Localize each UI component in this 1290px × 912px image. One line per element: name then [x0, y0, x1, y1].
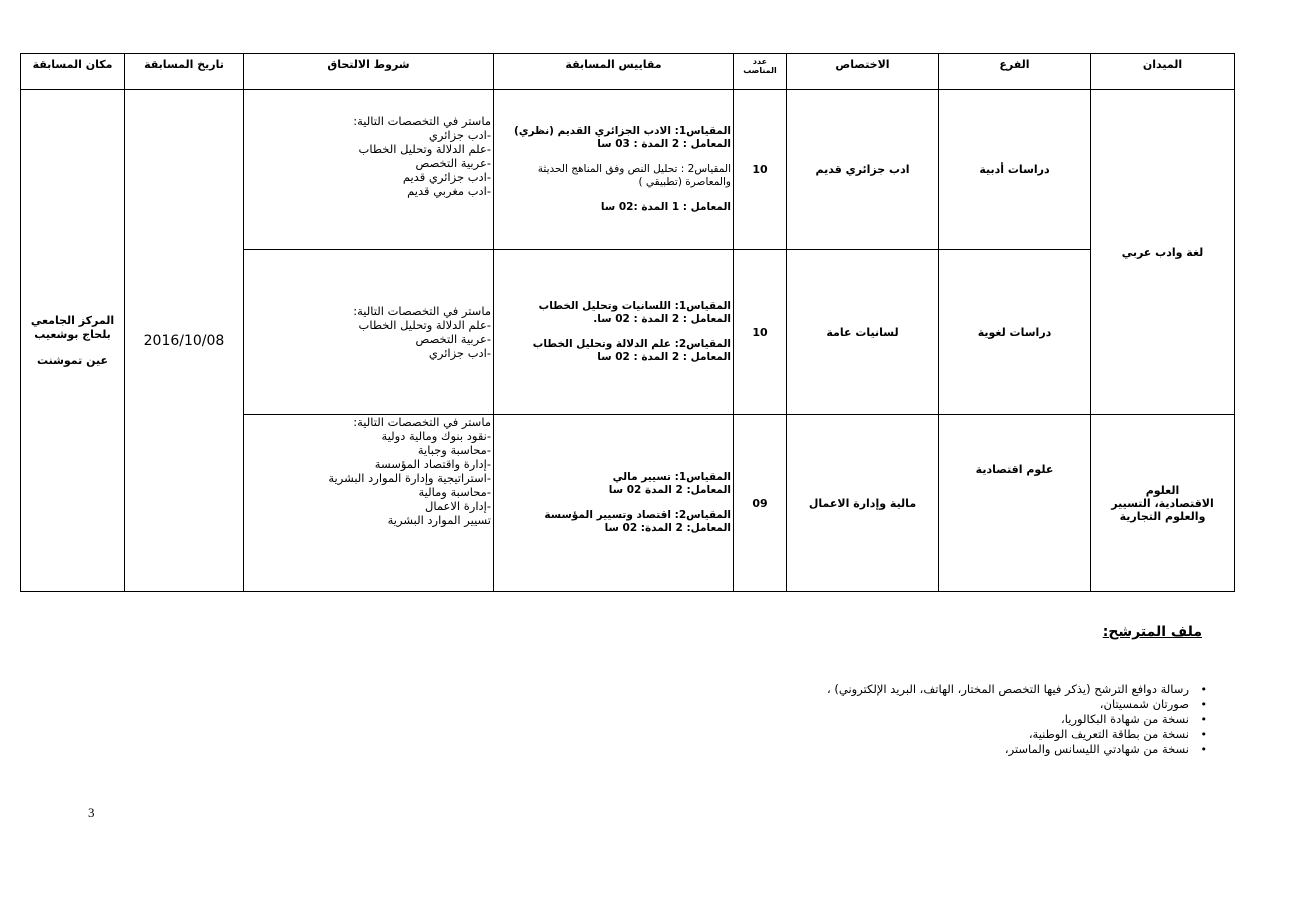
exams-cell: [494, 90, 734, 250]
exam1-coef: المعامل : 2 المدة : 03 سا: [597, 138, 731, 150]
condition-item: -عربية التخصص: [415, 156, 491, 170]
exam2-coef: المعامل : 2 المدة : 02 سا: [597, 351, 731, 363]
condition-item: -إدارة الاعمال: [424, 499, 491, 513]
condition-item: -علم الدلالة وتحليل الخطاب: [358, 142, 491, 156]
header-row: [21, 54, 1235, 90]
branch-cell: دراسات لغوية: [939, 250, 1091, 415]
exams-cell: [494, 415, 734, 592]
exam2-label: المقياس2: علم الدلالة وتحليل الخطاب: [532, 338, 731, 350]
positions-cell: 10: [734, 90, 787, 250]
exam2-coef: المعامل : 1 المدة :02 سا: [600, 201, 731, 213]
list-item: • رسالة دوافع الترشح (يذكر فيها التخصص المختار، الهاتف، البريد الإلكتروني) ،: [827, 682, 1189, 697]
header-exams: مقاييس المسابقة: [494, 54, 734, 90]
conditions-cell: [244, 90, 494, 250]
date-cell: 2016/10/08: [125, 90, 244, 592]
exam1-coef: المعامل: 2 المدة 02 سا: [608, 484, 731, 496]
conditions-cell: [244, 415, 494, 592]
header-conditions: شروط الالتحاق: [244, 54, 494, 90]
branch-cell: علوم اقتصادية: [939, 415, 1091, 592]
condition-item: -نقود بنوك ومالية دولية: [381, 429, 491, 443]
field-cell-arabic: لغة وادب عربي: [1091, 90, 1235, 415]
header-date: تاريخ المسابقة: [125, 54, 244, 90]
condition-item: -إدارة واقتصاد المؤسسة: [374, 457, 491, 471]
header-specialty: الاختصاص: [787, 54, 939, 90]
list-item: • صورتان شمسيتان،: [827, 697, 1189, 712]
conditions-title: ماستر في التخصصات التالية:: [353, 415, 491, 429]
specialty-cell: لسانيات عامة: [787, 250, 939, 415]
header-place: مكان المسابقة: [21, 54, 125, 90]
exam1-coef: المعامل : 2 المدة : 02 سا.: [593, 313, 731, 325]
condition-item: -ادب مغربي قديم: [407, 184, 491, 198]
exam2-label: المقياس2: اقتصاد وتسيير المؤسسة: [544, 509, 731, 521]
list-item: • نسخة من شهادة البكالوريا،: [827, 712, 1189, 727]
condition-item: -محاسبة ومالية: [418, 485, 491, 499]
condition-item: -ادب جزائري: [428, 346, 491, 360]
specialty-cell: مالية وإدارة الاعمال: [787, 415, 939, 592]
list-item: • نسخة من بطاقة التعريف الوطنية،: [827, 727, 1189, 742]
exam1-label: المقياس1: تسيير مالي: [612, 471, 731, 483]
positions-cell: 09: [734, 415, 787, 592]
conditions-cell: [244, 250, 494, 415]
condition-item: تسيير الموارد البشرية: [387, 513, 491, 527]
page-number: 3: [88, 805, 95, 820]
field-cell-econ: العلوم الاقتصادية، التسيير والعلوم التجارية: [1091, 415, 1235, 592]
list-item: • نسخة من شهادتي الليسانس والماستر،: [827, 742, 1189, 757]
condition-item: -محاسبة وجباية: [417, 443, 491, 457]
table-row: [21, 90, 1235, 250]
exam2-coef: المعامل: 2 المدة: 02 سا: [604, 522, 731, 534]
condition-item: -ادب جزائري: [428, 128, 491, 142]
exams-cell: [494, 250, 734, 415]
condition-item: -ادب جزائري قديم: [402, 170, 491, 184]
place-cell: المركز الجامعي بلحاج بوشعيب عين تموشنت: [21, 90, 125, 592]
exam2-label: المقياس2 : تحليل النص وفق المناهج الحديثة والمعاصرة (تطبيقي ): [537, 163, 731, 188]
condition-item: -علم الدلالة وتحليل الخطاب: [358, 318, 491, 332]
condition-item: -عربية التخصص: [415, 332, 491, 346]
conditions-title: ماستر في التخصصات التالية:: [353, 304, 491, 318]
exam1-label: المقياس1: اللسانيات وتحليل الخطاب: [538, 300, 731, 312]
header-branch: الفرع: [939, 54, 1091, 90]
branch-cell: دراسات أدبية: [939, 90, 1091, 250]
dossier-list: [827, 682, 1207, 757]
positions-cell: 10: [734, 250, 787, 415]
dossier-title: ملف المترشح:: [1102, 624, 1202, 640]
header-field: الميدان: [1091, 54, 1235, 90]
conditions-title: ماستر في التخصصات التالية:: [353, 114, 491, 128]
exam1-label: المقياس1: الادب الجزائري القديم (نظري): [514, 125, 731, 137]
header-positions: عدد المناصب: [734, 54, 787, 90]
condition-item: -استراتيجية وإدارة الموارد البشرية: [328, 471, 491, 485]
specialty-cell: ادب جزائري قديم: [787, 90, 939, 250]
competition-table: [20, 53, 1235, 592]
